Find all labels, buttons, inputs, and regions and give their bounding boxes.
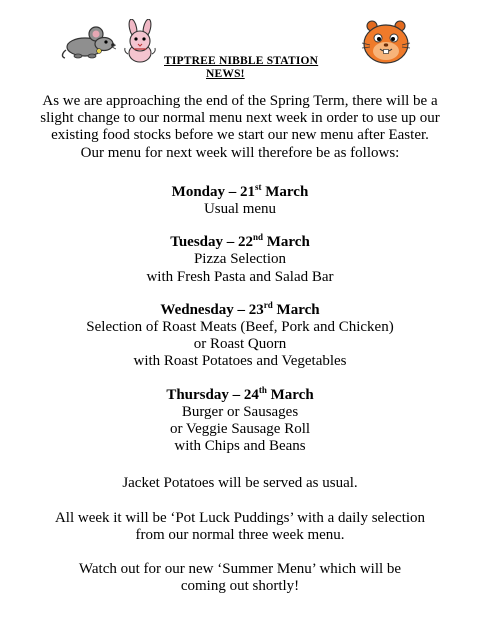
title-line-1: TIPTREE NIBBLE STATION (164, 55, 319, 67)
menu-line: Pizza Selection (193, 251, 287, 268)
menu-line: Burger or Sausages (181, 403, 299, 420)
menu-line: with Fresh Pasta and Salad Bar (146, 268, 334, 285)
newsletter-title (164, 55, 364, 81)
day-heading: Thursday – 24th March (166, 384, 314, 403)
day-heading: Wednesday – 23rd March (160, 299, 320, 318)
menu-day-monday (40, 181, 440, 218)
mouse-icon (60, 24, 116, 60)
menu-line: Usual menu (203, 201, 277, 218)
day-heading: Tuesday – 22nd March (170, 232, 310, 251)
rabbit-icon (119, 19, 163, 63)
menu-day-wednesday (40, 299, 440, 371)
title-line-2: NEWS! (206, 68, 245, 80)
intro-paragraph: As we are approaching the end of the Spring Term, there will be a slight change to our normal menu next week in order to use up our existing food stocks before we start our new menu after Easter. Our menu for next week will therefore be as follows: (40, 93, 440, 161)
jacket-potatoes-note: Jacket Potatoes will be served as usual. (122, 475, 358, 492)
menu-day-thursday (40, 384, 440, 456)
menu-line: with Roast Potatoes and Vegetables (133, 353, 347, 370)
menu-line: with Chips and Beans (174, 438, 306, 455)
puddings-note: All week it will be ‘Pot Luck Puddings’ with a daily selection from our normal three week menu. (54, 509, 426, 543)
menu-line: Selection of Roast Meats (Beef, Pork and Chicken) (86, 319, 394, 336)
menu-line: or Roast Quorn (193, 336, 287, 353)
menu-day-tuesday (40, 234, 440, 286)
hamster-icon (358, 16, 414, 66)
summer-menu-note: Watch out for our new ‘Summer Menu’ which will be coming out shortly! (78, 561, 402, 595)
menu-line: or Veggie Sausage Roll (169, 421, 311, 438)
newsletter-body (40, 93, 440, 612)
day-heading: Monday – 21st March (171, 181, 309, 200)
